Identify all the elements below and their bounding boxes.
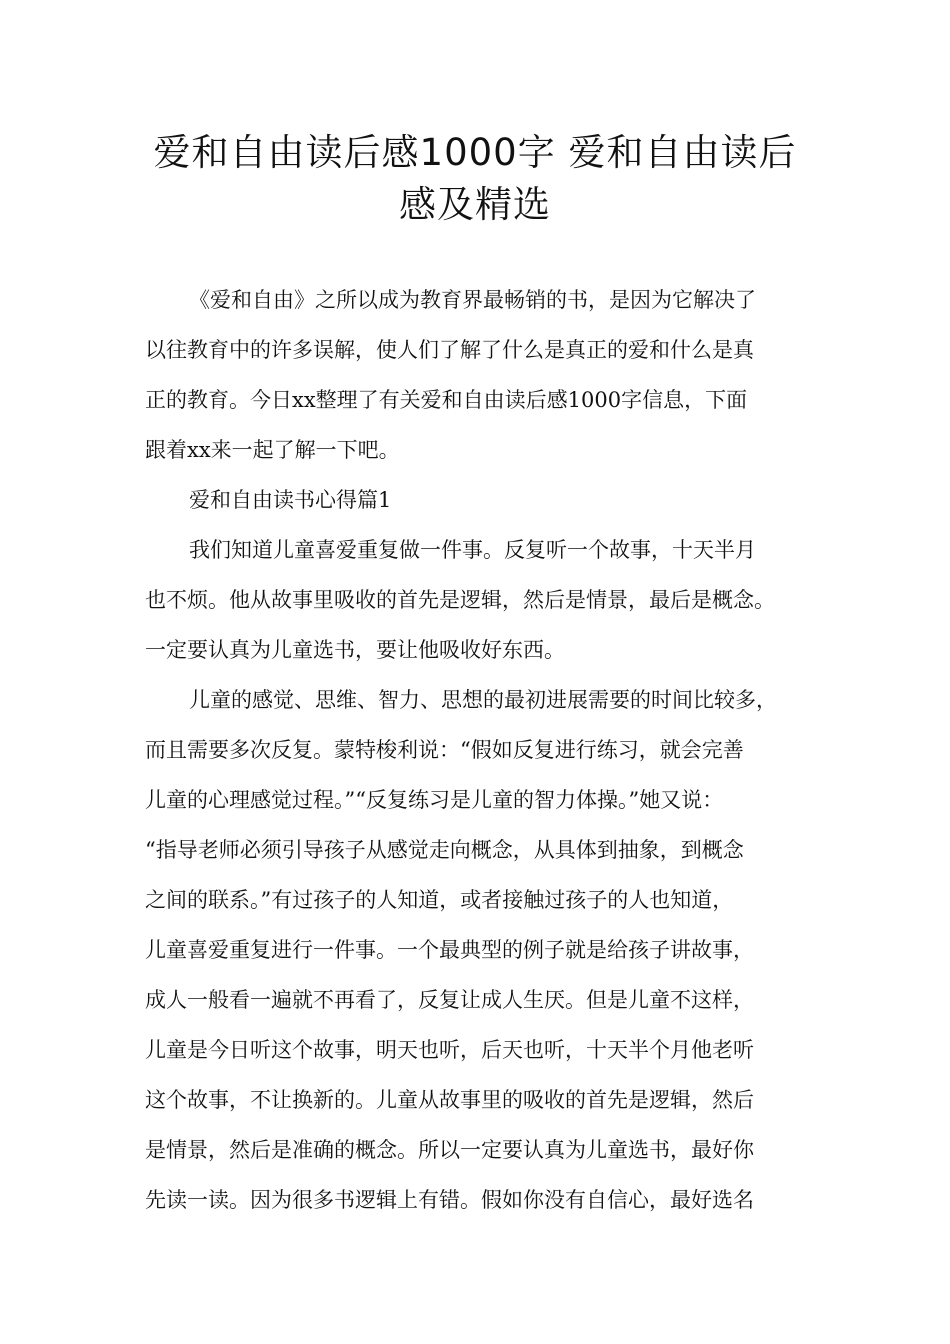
paragraph-line: 先读一读。因为很多书逻辑上有错。假如你没有自信心，最好选名 xyxy=(145,1188,754,1212)
paragraph-line: 一定要认真为儿童选书，要让他吸收好东西。 xyxy=(145,638,565,662)
paragraph-line: 以往教育中的许多误解，使人们了解了什么是真正的爱和什么是真 xyxy=(145,338,754,362)
paragraph-line: “指导老师必须引导孩子从感觉走向概念，从具体到抽象，到概念 xyxy=(145,838,744,862)
section-heading: 爱和自由读书心得篇1 xyxy=(189,488,392,512)
paragraph-line: 儿童喜爱重复进行一件事。一个最典型的例子就是给孩子讲故事， xyxy=(145,938,754,962)
paragraph-line: 而且需要多次反复。蒙特梭利说：“假如反复进行练习，就会完善 xyxy=(145,738,744,762)
paragraph-line: 《爱和自由》之所以成为教育界最畅销的书，是因为它解决了 xyxy=(189,288,756,312)
paragraph-line: 跟着xx来一起了解一下吧。 xyxy=(145,438,400,462)
paragraph-line: 正的教育。今日xx整理了有关爱和自由读后感1000字信息，下面 xyxy=(145,388,748,412)
paragraph-line: 我们知道儿童喜爱重复做一件事。反复听一个故事，十天半月 xyxy=(189,538,756,562)
document-title-line-1: 爱和自由读后感1000字 爱和自由读后 xyxy=(153,131,797,174)
paragraph-line: 也不烦。他从故事里吸收的首先是逻辑，然后是情景，最后是概念。 xyxy=(145,588,775,612)
paragraph-line: 儿童的心理感觉过程。”“反复练习是儿童的智力体操。”她又说： xyxy=(145,788,724,812)
paragraph-line: 成人一般看一遍就不再看了，反复让成人生厌。但是儿童不这样， xyxy=(145,988,754,1012)
paragraph-line: 儿童是今日听这个故事，明天也听，后天也听，十天半个月他老听 xyxy=(145,1038,754,1062)
document-title-line-2: 感及精选 xyxy=(399,183,551,226)
paragraph-line: 之间的联系。”有过孩子的人知道，或者接触过孩子的人也知道， xyxy=(145,888,734,912)
paragraph-line: 是情景，然后是准确的概念。所以一定要认真为儿童选书，最好你 xyxy=(145,1138,754,1162)
paragraph-line: 这个故事，不让换新的。儿童从故事里的吸收的首先是逻辑，然后 xyxy=(145,1088,754,1112)
paragraph-line: 儿童的感觉、思维、智力、思想的最初进展需要的时间比较多， xyxy=(189,688,777,712)
